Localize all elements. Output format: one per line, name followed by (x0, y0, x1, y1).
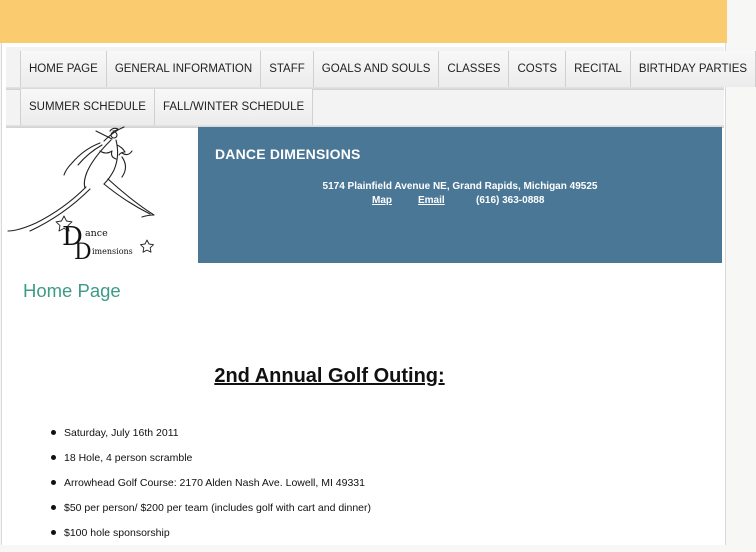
nav-item-birthday-parties[interactable]: BIRTHDAY PARTIES (631, 51, 756, 87)
top-banner (0, 0, 727, 43)
list-item: Arrowhead Golf Course: 2170 Alden Nash Ave. Lowell, MI 49331 (64, 477, 371, 502)
event-details-list (64, 427, 371, 552)
nav-row-2 (20, 89, 313, 125)
contact-line (198, 195, 722, 209)
site-header (198, 127, 722, 263)
nav-item-home-page[interactable]: HOME PAGE (20, 51, 107, 87)
logo-text-line2: imensions (92, 247, 133, 256)
nav-item-classes[interactable]: CLASSES (439, 51, 509, 87)
svg-text:D: D (62, 222, 83, 252)
site-logo[interactable] (4, 127, 199, 265)
nav-item-costs[interactable]: COSTS (509, 51, 566, 87)
page-title: Home Page (23, 280, 121, 301)
page-container (1, 43, 748, 545)
list-item: 18 Hole, 4 person scramble (64, 452, 371, 477)
nav-item-fall-winter-schedule[interactable]: FALL/WINTER SCHEDULE (155, 89, 313, 125)
logo-text-line1: ance (85, 228, 108, 239)
list-item: $100 hole sponsorship (64, 527, 371, 552)
dancer-logo-icon (4, 127, 199, 265)
main-nav (6, 47, 748, 127)
nav-row-1 (20, 51, 756, 87)
phone-number: (616) 363-0888 (476, 195, 545, 206)
site-title: DANCE DIMENSIONS (215, 146, 361, 162)
list-item: $50 per person/ $200 per team (includes golf with cart and dinner) (64, 502, 371, 527)
map-link[interactable]: Map (372, 195, 392, 206)
address-text: 5174 Plainfield Avenue NE, Grand Rapids, Michigan 49525 (322, 181, 598, 192)
nav-item-staff[interactable]: STAFF (261, 51, 314, 87)
email-link[interactable]: Email (418, 195, 445, 206)
nav-item-general-information[interactable]: GENERAL INFORMATION (107, 51, 261, 87)
nav-item-goals-and-souls[interactable]: GOALS AND SOULS (314, 51, 440, 87)
svg-text:D: D (74, 240, 92, 265)
event-title: 2nd Annual Golf Outing: (214, 365, 445, 387)
nav-item-summer-schedule[interactable]: SUMMER SCHEDULE (20, 89, 155, 125)
list-item: Saturday, July 16th 2011 (64, 427, 371, 452)
nav-item-recital[interactable]: RECITAL (566, 51, 631, 87)
